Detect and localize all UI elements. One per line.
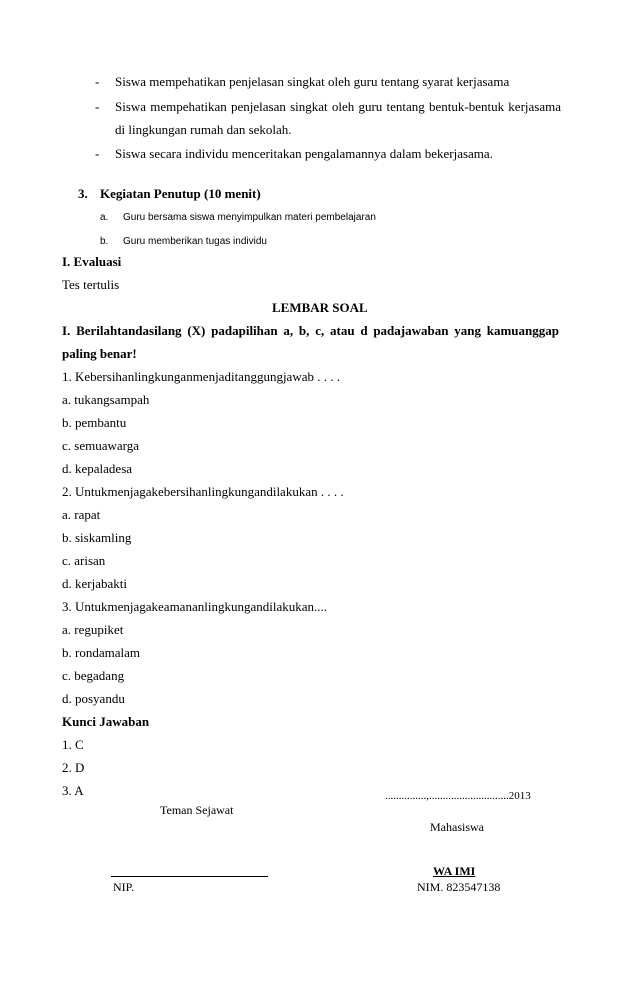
signature-date: ...............,.............................2013 xyxy=(385,790,531,802)
closing-item-text: Guru bersama siswa menyimpulkan materi pembelajaran xyxy=(123,212,376,223)
closing-title: Kegiatan Penutup (10 menit) xyxy=(100,186,261,201)
dash-bullet: - xyxy=(95,146,100,161)
right-signer-role: Mahasiswa xyxy=(430,820,484,834)
question-option: a. rapat xyxy=(62,507,101,522)
question-option: b. pembantu xyxy=(62,415,127,430)
dash-bullet: - xyxy=(95,99,100,114)
question-option: d. posyandu xyxy=(62,691,125,706)
evaluation-heading: I. Evaluasi xyxy=(62,254,122,269)
worksheet-instruction-continuation: paling benar! xyxy=(62,346,137,361)
activity-text: Siswa mempehatikan penjelasan singkat oleh guru tentang bentuk-bentuk kerjasama xyxy=(115,99,561,114)
activity-text: di lingkungan rumah dan sekolah. xyxy=(115,122,292,137)
closing-number: 3. xyxy=(78,186,88,201)
question-text: 2. Untukmenjagakebersihanlingkungandilakukan . . . . xyxy=(62,484,344,499)
left-signer-id: NIP. xyxy=(113,880,135,894)
answer-item: 2. D xyxy=(62,760,85,775)
evaluation-method: Tes tertulis xyxy=(62,277,120,292)
answer-key-heading: Kunci Jawaban xyxy=(62,714,150,729)
question-option: b. rondamalam xyxy=(62,645,140,660)
worksheet-instruction: I. Berilahtandasilang (X) padapilihan a, b, c, atau d padajawaban yang kamuanggap xyxy=(62,323,559,338)
question-option: d. kepaladesa xyxy=(62,461,133,476)
closing-item-letter: b. xyxy=(100,236,109,247)
question-option: c. begadang xyxy=(62,668,125,683)
left-signature-line xyxy=(111,876,268,877)
left-signer-role: Teman Sejawat xyxy=(160,803,234,817)
question-text: 1. Kebersihanlingkunganmenjaditanggungjawab . . . . xyxy=(62,369,340,384)
right-signer-name: WA IMI xyxy=(433,864,476,878)
question-option: a. tukangsampah xyxy=(62,392,150,407)
question-option: d. kerjabakti xyxy=(62,576,127,591)
question-option: c. semuawarga xyxy=(62,438,140,453)
right-signer-id: NIM. 823547138 xyxy=(417,880,501,894)
closing-item-letter: a. xyxy=(100,212,109,223)
worksheet-title: LEMBAR SOAL xyxy=(272,300,368,315)
answer-item: 1. C xyxy=(62,737,84,752)
question-text: 3. Untukmenjagakeamananlingkungandilakukan.... xyxy=(62,599,327,614)
activity-text: Siswa mempehatikan penjelasan singkat oleh guru tentang syarat kerjasama xyxy=(115,74,510,89)
activity-text: Siswa secara individu menceritakan pengalamannya dalam bekerjasama. xyxy=(115,146,493,161)
answer-item: 3. A xyxy=(62,783,84,798)
question-option: b. siskamling xyxy=(62,530,132,545)
question-option: a. regupiket xyxy=(62,622,124,637)
dash-bullet: - xyxy=(95,74,100,89)
question-option: c. arisan xyxy=(62,553,106,568)
closing-item-text: Guru memberikan tugas individu xyxy=(123,236,267,247)
